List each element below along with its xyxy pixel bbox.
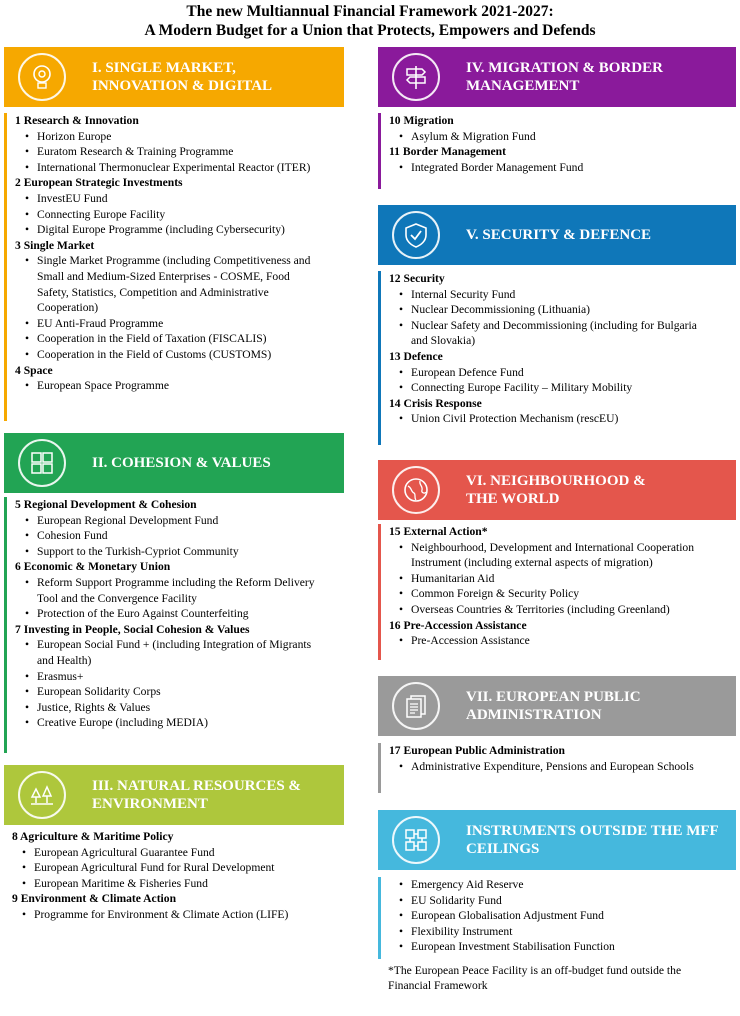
section-neighbourhood-world-list (378, 524, 736, 660)
lightbulb-gear-icon (18, 53, 66, 101)
list-item-continuation: Cooperation) (37, 301, 99, 315)
list-item: • Reform Support Programme including the Reform Delivery (15, 575, 344, 591)
heading-single-market-line-1: I. SINGLE MARKET, (92, 60, 236, 76)
list-item: • Cohesion Fund (15, 528, 344, 544)
list-item: • Emergency Aid Reserve (389, 877, 736, 893)
list-item: • Union Civil Protection Mechanism (rescEU) (389, 411, 736, 427)
category-heading: 7 Investing in People, Social Cohesion & Values (15, 622, 250, 636)
category-heading: 13 Defence (389, 349, 443, 363)
list-item: • European Defence Fund (389, 365, 736, 381)
list-item: • European Globalisation Adjustment Fund (389, 908, 736, 924)
section-migration-border-list (378, 113, 736, 189)
list-item: • Cooperation in the Field of Taxation (FISCALIS) (15, 331, 344, 347)
list-item: • Protection of the Euro Against Counterfeiting (15, 606, 344, 622)
category-heading: 2 European Strategic Investments (15, 176, 183, 190)
heading-neighbourhood-world (378, 460, 736, 520)
category-heading: 12 Security (389, 272, 445, 285)
list-item-continuation: Tool and the Convergence Facility (37, 591, 197, 605)
heading-public-administration (378, 676, 736, 736)
list-item: • Nuclear Safety and Decommissioning (including for Bulgaria (389, 318, 736, 334)
heading-instruments-outside (378, 810, 736, 870)
signpost-icon (392, 53, 440, 101)
heading-natural-resources-line-1: III. NATURAL RESOURCES & (92, 778, 301, 794)
heading-neighbourhood-world-line-1: VI. NEIGHBOURHOOD & (466, 473, 646, 489)
category-heading: 15 External Action* (389, 525, 488, 538)
category-heading: 1 Research & Innovation (15, 114, 139, 127)
list-item: • Erasmus+ (15, 669, 344, 685)
list-item: • Connecting Europe Facility – Military Mobility (389, 380, 736, 396)
list-item: • Digital Europe Programme (including Cybersecurity) (15, 222, 344, 238)
heading-instruments-outside-line-1: INSTRUMENTS OUTSIDE THE MFF (466, 823, 719, 839)
list-item: • Flexibility Instrument (389, 924, 736, 940)
category-heading: 11 Border Management (389, 145, 506, 159)
list-item: • European Agricultural Fund for Rural Development (12, 860, 344, 876)
list-item: • European Maritime & Fisheries Fund (12, 876, 344, 892)
category-heading: 4 Space (15, 363, 53, 377)
list-item: • European Agricultural Guarantee Fund (12, 845, 344, 861)
footnote-line-2: Financial Framework (388, 979, 488, 992)
heading-natural-resources (4, 765, 344, 825)
category-heading: 5 Regional Development & Cohesion (15, 498, 197, 511)
heading-cohesion-values-line-1: II. COHESION & VALUES (92, 455, 271, 471)
list-item: • EU Solidarity Fund (389, 893, 736, 909)
list-item: • Asylum & Migration Fund (389, 129, 736, 145)
list-item: • Overseas Countries & Territories (including Greenland) (389, 602, 736, 618)
list-item: • Neighbourhood, Development and International Cooperation (389, 540, 736, 556)
heading-migration-border-line-2: MANAGEMENT (466, 78, 580, 94)
category-heading: 9 Environment & Climate Action (12, 892, 177, 906)
category-heading: 14 Crisis Response (389, 396, 482, 410)
heading-migration-border (378, 47, 736, 107)
section-instruments-outside-list (378, 877, 736, 959)
category-heading: 16 Pre-Accession Assistance (389, 618, 527, 632)
title-line-1: The new Multiannual Financial Framework 2021-2027: (186, 3, 554, 20)
page-title (0, 2, 740, 40)
heading-neighbourhood-world-line-2: THE WORLD (466, 491, 560, 507)
heading-single-market-line-2: INNOVATION & DIGITAL (92, 78, 273, 94)
heading-public-administration-line-1: VII. EUROPEAN PUBLIC (466, 689, 641, 705)
list-item: • European Solidarity Corps (15, 684, 344, 700)
category-heading: 10 Migration (389, 114, 454, 127)
list-item: • Internal Security Fund (389, 287, 736, 303)
list-item: • Support to the Turkish-Cypriot Community (15, 544, 344, 560)
heading-public-administration-line-2: ADMINISTRATION (466, 707, 602, 723)
list-item: • Connecting Europe Facility (15, 207, 344, 223)
connected-pieces-icon (392, 816, 440, 864)
section-cohesion-values-list (4, 497, 344, 753)
puzzle-map-icon (18, 439, 66, 487)
list-item: • Euratom Research & Training Programme (15, 144, 344, 160)
heading-security-defence (378, 205, 736, 265)
list-item: • Programme for Environment & Climate Action (LIFE) (12, 907, 344, 923)
heading-cohesion-values (4, 433, 344, 493)
category-heading: 8 Agriculture & Maritime Policy (12, 830, 174, 843)
category-heading: 17 European Public Administration (389, 744, 565, 757)
list-item: • International Thermonuclear Experimental Reactor (ITER) (15, 160, 344, 176)
heading-instruments-outside-line-2: CEILINGS (466, 841, 540, 857)
list-item: • InvestEU Fund (15, 191, 344, 207)
globe-icon (392, 466, 440, 514)
documents-icon (392, 682, 440, 730)
section-single-market-list (4, 113, 344, 421)
heading-single-market (4, 47, 344, 107)
section-security-defence-list (378, 271, 736, 445)
list-item: • Nuclear Decommissioning (Lithuania) (389, 302, 736, 318)
list-item: • Creative Europe (including MEDIA) (15, 715, 344, 731)
footnote (388, 963, 681, 993)
list-item: • Pre-Accession Assistance (389, 633, 736, 649)
list-item: • European Social Fund + (including Integration of Migrants (15, 637, 344, 653)
heading-security-defence-line-1: V. SECURITY & DEFENCE (466, 227, 652, 243)
category-heading: 6 Economic & Monetary Union (15, 560, 171, 574)
list-item-continuation: and Health) (37, 653, 92, 667)
section-natural-resources-list (4, 829, 344, 939)
list-item: • Administrative Expenditure, Pensions and European Schools (389, 759, 736, 775)
heading-migration-border-line-1: IV. MIGRATION & BORDER (466, 60, 663, 76)
list-item-continuation: Small and Medium-Sized Enterprises - COSME, Food (37, 269, 290, 283)
list-item: • Horizon Europe (15, 129, 344, 145)
list-item: • European Regional Development Fund (15, 513, 344, 529)
heading-natural-resources-line-2: ENVIRONMENT (92, 796, 208, 812)
list-item: • European Space Programme (15, 378, 344, 394)
footnote-line-1: *The European Peace Facility is an off-budget fund outside the (388, 964, 682, 977)
list-item: • Cooperation in the Field of Customs (CUSTOMS) (15, 347, 344, 363)
shield-check-icon (392, 211, 440, 259)
list-item: • Common Foreign & Security Policy (389, 586, 736, 602)
list-item: • European Investment Stabilisation Function (389, 939, 736, 955)
list-item-continuation: and Slovakia) (411, 334, 476, 348)
list-item-continuation: Safety, Statistics, Competition and Administrative (37, 285, 269, 299)
list-item: • Humanitarian Aid (389, 571, 736, 587)
list-item: • Justice, Rights & Values (15, 700, 344, 716)
trees-icon (18, 771, 66, 819)
list-item: • EU Anti-Fraud Programme (15, 316, 344, 332)
list-item-continuation: Instrument (including external aspects of migration) (411, 556, 653, 570)
section-public-administration-list (378, 743, 736, 793)
list-item: • Single Market Programme (including Competitiveness and (15, 253, 344, 269)
title-line-2: A Modern Budget for a Union that Protects, Empowers and Defends (144, 22, 596, 39)
list-item: • Integrated Border Management Fund (389, 160, 736, 176)
category-heading: 3 Single Market (15, 238, 95, 252)
